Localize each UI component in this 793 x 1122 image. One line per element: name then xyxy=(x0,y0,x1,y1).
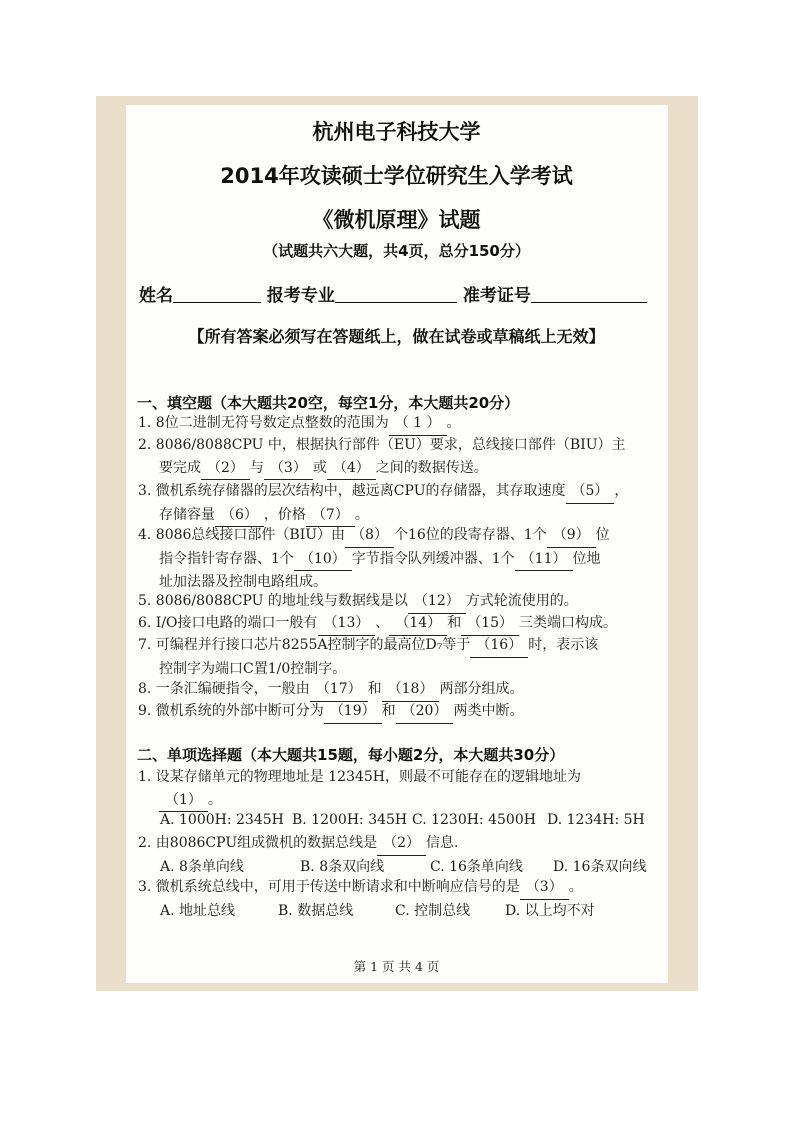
s2-question-1: 1. 设某存储单元的物理地址是 12345H，则最不可能存在的逻辑地址为 （1） 。 xyxy=(138,766,581,812)
s2-q3-option-b: B. 数据总线 xyxy=(278,903,354,919)
answer-blank-11: （11） xyxy=(515,548,573,572)
s2-q3-option-c: C. 控制总线 xyxy=(395,903,471,919)
major-label: 报考专业 xyxy=(266,286,335,306)
answer-blank-9: （9） xyxy=(547,524,596,548)
s1-question-1: 1. 8位二进制无符号数定点整数的范围为 （ 1 ） 。 xyxy=(138,412,461,436)
answer-blank-5: （5） xyxy=(566,480,615,504)
answer-blank-4: （4） xyxy=(327,457,376,481)
s2-question-3: 3. 微机系统总线中，可用于传送中断请求和中断响应信号的是 （3） 。 xyxy=(138,876,583,900)
answer-blank-15: （15） xyxy=(461,612,519,636)
s2-q2-option-d: D. 16条双向线 xyxy=(553,859,647,875)
major-blank xyxy=(335,286,457,303)
choice-blank-1: （1） xyxy=(159,789,208,813)
s1-question-2: 2. 8086/8088CPU 中，根据执行部件（EU）要求，总线接口部件（BIU）主 要完成 （2） 与 （3） 或 （4） 之间的数据传送。 xyxy=(138,434,626,480)
s1-question-7: 7. 可编程并行接口芯片8255A控制字的最高位D₇等于 （16） 时，表示该 控制字为端口C置1/0控制字。 xyxy=(138,634,598,680)
answer-blank-12: （12） xyxy=(408,590,466,614)
answer-blank-6: （6） xyxy=(215,504,264,528)
s1-question-4: 4. 8086总线接口部件（BIU）由 （8） 个16位的段寄存器、1个 （9） 位 指令指针寄存器、1个 （10） 字节指令队列缓冲器、1个 （11） 位地 址加法器及控制电路组成。 xyxy=(138,524,610,594)
university-title: 杭州电子科技大学 xyxy=(312,120,481,144)
id-blank xyxy=(531,286,647,303)
s1-question-8: 8. 一条汇编硬指令，一般由 （17） 和 （18） 两部分组成。 xyxy=(138,678,523,702)
answer-blank-3: （3） xyxy=(264,457,313,481)
answer-blank-13: （13） xyxy=(318,612,376,636)
s1-question-9: 9. 微机系统的外部中断可分为 （19） 和 （20） 两类中断。 xyxy=(138,700,523,724)
id-label: 准考证号 xyxy=(462,286,531,306)
s2-q3-option-d: D. 以上均不对 xyxy=(505,903,595,919)
candidate-info-row xyxy=(139,281,647,306)
s2-question-2: 2. 由8086CPU组成微机的数据总线是 （2） 信息. xyxy=(138,832,459,856)
answer-blank-20: （20） xyxy=(396,700,454,724)
notice: 【所有答案必须写在答题纸上，做在试卷或草稿纸上无效】 xyxy=(188,327,605,346)
answer-blank-14: （14） xyxy=(389,612,447,636)
answer-blank-16: （16） xyxy=(470,634,528,658)
page-footer: 第 1 页 共 4 页 xyxy=(353,959,440,974)
answer-blank-18: （18） xyxy=(382,678,440,702)
answer-blank-10: （10） xyxy=(294,548,352,572)
s2-q2-option-c: C. 16条单向线 xyxy=(430,859,523,875)
s2-q1-option-a: A. 1000H: 2345H xyxy=(160,812,284,828)
s2-q2-option-b: B. 8条双向线 xyxy=(300,859,385,875)
section2-heading: 二、单项选择题（本大题共15题，每小题2分，本大题共30分） xyxy=(137,746,565,764)
answer-blank-7: （7） xyxy=(306,504,355,528)
s1-question-6: 6. I/O接口电路的端口一般有 （13） 、 （14） 和 （15） 三类端口构成。 xyxy=(138,612,617,636)
answer-blank-1: （ 1 ） xyxy=(389,412,447,436)
answer-blank-17: （17） xyxy=(310,678,368,702)
s1-question-5: 5. 8086/8088CPU 的地址线与数据线是以 （12） 方式轮流使用的。 xyxy=(138,590,578,614)
name-blank xyxy=(173,286,261,303)
answer-blank-8: （8） xyxy=(345,524,394,548)
s2-q1-option-d: D. 1234H: 5H xyxy=(547,812,645,828)
course-title: 《微机原理》试题 xyxy=(312,208,481,232)
name-label: 姓名 xyxy=(139,286,173,306)
s2-q1-option-c: C. 1230H: 4500H xyxy=(412,812,536,828)
answer-blank-2: （2） xyxy=(201,457,250,481)
exam-title: 2014年攻读硕士学位研究生入学考试 xyxy=(220,164,573,188)
exam-summary: （试题共六大题，共4页，总分150分） xyxy=(263,242,530,260)
answer-blank-19: （19） xyxy=(324,700,382,724)
section1-heading: 一、填空题（本大题共20空，每空1分，本大题共20分） xyxy=(137,394,520,412)
s1-question-3: 3. 微机系统存储器的层次结构中，越远离CPU的存储器，其存取速度 （5） ， 存储容量 （6） ，价格 （7） 。 xyxy=(138,480,628,527)
s2-q3-option-a: A. 地址总线 xyxy=(160,903,236,919)
s2-q2-option-a: A. 8条单向线 xyxy=(160,859,244,875)
choice-blank-2: （2） xyxy=(377,832,426,856)
choice-blank-3: （3） xyxy=(520,876,569,900)
s2-q1-option-b: B. 1200H: 345H xyxy=(292,812,408,828)
